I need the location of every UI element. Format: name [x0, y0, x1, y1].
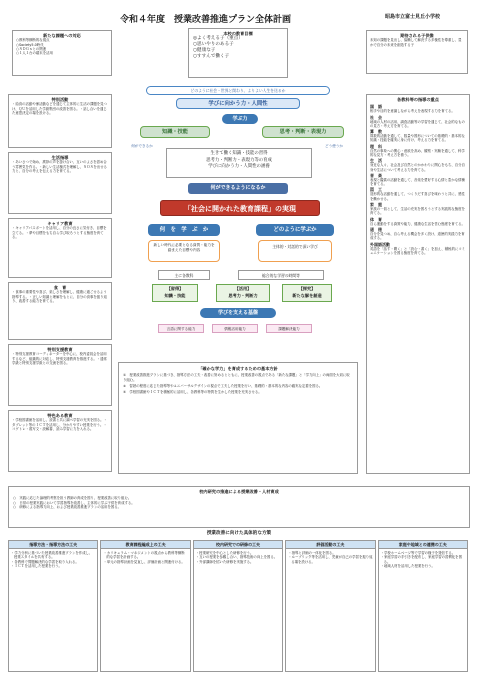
- new-issue-item: ○Society5.0時代: [16, 42, 44, 47]
- goal-item: ○健康な子: [193, 48, 216, 54]
- how-learn-label: どのように学ぶか: [256, 224, 334, 236]
- subject-item: [370, 202, 466, 216]
- strategy-item: ・ルーブリック等を活用し、児童が自己の学習を振り返る場を設ける。: [288, 555, 373, 564]
- subject-item: [370, 158, 466, 172]
- food-box: [8, 282, 112, 340]
- purpose-line: 思考力・判断力・表現力等の育成: [206, 157, 272, 163]
- subject-name: 外国語活動: [370, 241, 390, 247]
- step-explore: [282, 284, 332, 302]
- how-use-label: どう使うか: [325, 144, 343, 148]
- knowledge-label: 知識・技能: [140, 126, 210, 138]
- subject-name: 体 育: [370, 216, 382, 222]
- features-text: ・学校図書館を活用し、読書と共に調べ学習の充実を図る。・タブレット等のＩＣＴを活用し、分かりやすい授業を行う。・コグトレ・視写文・読解書、読み学習に力を入れる。: [12, 418, 107, 431]
- page-title: 令和４年度 授業改善推進プラン全体計画: [120, 15, 292, 25]
- strategy-column: [285, 540, 375, 672]
- subject-text: 表現と鑑賞の活動を通して、音楽を愛好する心情と豊かな情操を育てる。: [370, 177, 465, 187]
- food-text: ・食事の重要性や喜び、楽しさを理解し、健康に過ごせるよう指導する。・正しい知識と理解をもとに、自分の食事を振り返り、改善する能力を育てる。: [12, 290, 107, 303]
- subject-item: [370, 115, 466, 129]
- active-learning-text: 主体的・対話的で深い学び: [258, 240, 332, 262]
- goal-title: 本校の教育目標: [223, 31, 253, 36]
- strategy-item: ・指導と評価の一体化を図る。: [288, 551, 336, 555]
- subject-item: [370, 104, 466, 113]
- subject-text: 相手や目的を意識しながら考えを表現する力を育てる。: [370, 109, 455, 114]
- subject-text: 地域の人材の活用、調査活動等の学習を通じて、社会的なものの見方・考え方を育てる。: [370, 119, 465, 128]
- goal-item: ○思いやりのある子: [193, 42, 234, 48]
- support-item: 情報活用能力: [212, 324, 258, 333]
- features-title: 特色ある教育: [47, 413, 73, 418]
- new-issue-item: ○教科等横断的な視点: [16, 38, 50, 43]
- support-label: 学びを支える基盤: [200, 308, 276, 318]
- step-head: 【探究】: [298, 286, 316, 291]
- support-item: 課題解決能力: [266, 324, 312, 333]
- new-issue-item: ○１人１台の端末を活用: [16, 51, 53, 56]
- subject-name: 理 科: [370, 143, 382, 149]
- purpose-line: 学びに向かう力・人間性の涵養: [208, 164, 270, 169]
- special-activity-box: [8, 94, 112, 148]
- new-issues-box: [12, 30, 112, 76]
- subject-item: [370, 187, 466, 201]
- power-label: 学びに向かう力・人間性: [176, 98, 300, 109]
- strategy-column-title: 家庭や地域との連携の工夫: [379, 541, 467, 549]
- what-learn-label: 何 を 学 ぶ か: [148, 224, 220, 236]
- columns-title: 授業改善に向けた具体的な方策: [206, 531, 272, 536]
- strategy-column-title: 教育課程編成上の工夫: [101, 541, 189, 549]
- step-use: [216, 284, 270, 302]
- school-research-item: ○ 研修による指導力向上、および授業改善推進プランの活用を図る。: [13, 504, 122, 509]
- strategy-item: ・学校ホームページ等で学習の様子を発信する。: [380, 551, 456, 555]
- features-box: [8, 410, 112, 472]
- subject-text: 造形的な活動を通して、つくりだす喜びを味わうと共に、感性を働かせる。: [370, 192, 465, 201]
- subject-text: 自分を見つめ、自ら考える機会を多く設け、道徳的実践力を育成する。: [370, 231, 465, 241]
- goal-item: ○すすんで働く子: [193, 54, 230, 60]
- strategy-item: ・単元の指導計画を見直し、評価計画と関連付ける。: [103, 559, 185, 564]
- policy-title: 「確かな学力」を育成するための基本方針: [198, 366, 278, 371]
- center-diagram: [118, 84, 358, 364]
- subject-name: 社 会: [370, 114, 382, 120]
- strategy-item: ・地域人材を活用した授業を行う。: [380, 564, 435, 569]
- main-banner: 「社会に開かれた教育課程」の実現: [160, 200, 320, 216]
- subject-name: 国 語: [370, 104, 382, 110]
- manabu-label: 学ぶ力: [222, 114, 258, 124]
- subject-item: [370, 242, 466, 256]
- goal-item: ◎よく考える子（重点）: [193, 36, 243, 42]
- subjects-title: 各教科等の指導の重点: [397, 97, 439, 102]
- food-title: 食 育: [53, 285, 67, 290]
- strategy-column-title: 指導方法・指導方法の工夫: [9, 541, 97, 549]
- strategy-item: ・外部講師を招いた研修を実施する。: [195, 559, 254, 564]
- school-research-item: ○ 日常の授業実践において学習指導を改善し、主体的に学ぶ子供を育成する。: [13, 500, 135, 505]
- strategy-column: [378, 540, 468, 672]
- purpose-line: 生きて働く知識・技能の習得: [210, 151, 268, 156]
- special-activity-text: ・給食の活動や係活動などを通じて主体的に生活の課題を見つけ、ＱＵを活用した学級集団の改善を図る。・話し合いを通じた意思決定の場を設ける。: [12, 102, 107, 115]
- strategy-item: ・各教科で問題解決的な学習を取り入れる。: [11, 559, 79, 564]
- ideal-title: 期待される子供像: [400, 33, 434, 38]
- policy-item: ② 習熟の程度に応じた指導等やユニバーサルデザインの視点で工夫した授業を行い、基礎的・基本的な内容の確実な定着を図る。: [123, 383, 323, 388]
- subject-text: 自然の事象への関心・意欲を高め、観察・実験を通して、科学的な見方・考え方を養う。: [370, 148, 465, 157]
- step-sub: 知識・技能: [164, 293, 186, 298]
- subject-name: 音 楽: [370, 172, 382, 178]
- strategy-item: ・授業研究を中心とした研修を行う。: [195, 551, 254, 555]
- school-research-item: ○ 実践に応じた論理的考察を担う教師の育成を図り、授業改善に取り組む。: [13, 496, 132, 501]
- connect-label: どのように社会・世界と関わり、よりよい人生を送るか: [146, 86, 330, 95]
- ideal-box: [366, 30, 468, 74]
- thinking-label: 思考・判断・表現力: [262, 126, 344, 138]
- can-do-banner: 何ができるようになるか: [188, 183, 288, 194]
- subject-name: 道 徳: [370, 226, 382, 232]
- step-sub: 新たな解を創造: [292, 293, 322, 298]
- life-guidance-text: ・あいさつで始め、挨拶の声を掛け合い、互いのよさを認め合う雰囲気を作る。・新しい生活様式を理解し、ＳＯＳを出せる力と、自分の考えを伝える力を育てる。: [12, 160, 107, 173]
- subject-item: [370, 144, 466, 158]
- subject-name: 生 活: [370, 158, 382, 164]
- subject-name: 算 数: [370, 129, 382, 135]
- purpose-box: [166, 148, 312, 178]
- strategy-column: [8, 540, 98, 672]
- strategy-item: ・ＩＣＴを活用した授業を行う。: [11, 564, 62, 569]
- career-text: ・キャリアパスポートを活用し、自分の良さに気付き、目標を立てる。・夢や目標をもち自ら学び取ろうとする態度を育てる。: [12, 226, 107, 239]
- subject-text: 家族の一員として、生活の充実を図ろうとする実践的な態度を育てる。: [370, 207, 465, 216]
- special-support-title: 特別支援教育: [47, 347, 73, 352]
- subject-text: 算数的活動を通して、数量や図形についての基礎的・基本的な知識・技能を確実に身に付け、考える力を育てる。: [370, 134, 465, 143]
- subject-text: 自ら運動をする資質や能力、健康な生活を営む態度を育てる。: [370, 221, 465, 226]
- school-research-box: [8, 486, 470, 528]
- strategy-column: [100, 540, 190, 672]
- goal-box: [188, 28, 288, 78]
- subject-item: [370, 173, 466, 187]
- strategy-column: [193, 540, 283, 672]
- step-head: 【習得】: [166, 286, 184, 291]
- subject-item: [370, 129, 466, 143]
- step-learn: [152, 284, 198, 302]
- subject-item: [370, 227, 466, 241]
- new-issue-item: ○ＳＤＧｓとの関連: [16, 46, 47, 51]
- new-subjects-text: 新しい時代に必要となる資質・能力を踏まえた目標や内容: [148, 240, 220, 262]
- policy-item: ① 授業改善推進プランに基づき、指導方法の工夫・改善に努めるとともに、授業改善の視点である「新たな課題」と「学力向上」の両面を大切に取り組む。: [123, 373, 350, 382]
- subject-item: [370, 217, 466, 226]
- ideal-text: 未知の課題を見出し、協働して解決する多様性を尊重し、豊かで自分の未来を創造する子: [370, 38, 462, 47]
- career-title: キャリア教育: [47, 221, 73, 226]
- strategy-item: ・家庭学習の手引きを配布し、家庭学習の習慣化を図る。: [380, 555, 462, 564]
- subject-label: 主に各教科: [158, 270, 210, 280]
- life-guidance-box: [8, 152, 112, 214]
- life-guidance-title: 生活指導: [51, 155, 69, 160]
- subjects-box: [366, 94, 470, 474]
- policy-item: ③ 学校図書館やＩＣＴを積極的に活用し、各教科等の特質を生かした授業を充実させる。: [123, 390, 262, 395]
- special-activity-title: 特別活動: [51, 97, 69, 102]
- strategy-item: ・カリキュラム・マネジメントの視点から教科等横断的な学習を計画する。: [103, 551, 185, 560]
- new-issues-title: 新たな課題への対応: [43, 33, 81, 38]
- step-head: 【活用】: [234, 286, 252, 291]
- subject-text: 身近な人々、社会及び自然とのかかわりに関心をもち、自分自身や生活について考える力を育てる。: [370, 163, 465, 172]
- step-sub: 思考力・判断力: [228, 293, 258, 298]
- support-item: 言語に関する能力: [158, 324, 204, 333]
- strategy-item: ・互いの授業を参観し合い、指導技術の向上を図る。: [195, 555, 278, 560]
- subject-text: 英語を「話す・聞く」と「読む・書く」を加え、積極的にコミュニケーションを図る態度を育てる。: [370, 246, 466, 255]
- school-name: 昭島市立富士見丘小学校: [384, 14, 440, 20]
- subjects-list: [370, 104, 466, 255]
- career-box: [8, 218, 112, 278]
- subject-name: 家 庭: [370, 202, 382, 208]
- subject-name: 図 工: [370, 187, 382, 193]
- strategy-column-title: 校内研究での研修の工夫: [194, 541, 282, 549]
- what-know-label: 何ができるか: [131, 144, 153, 148]
- policy-box: [118, 362, 358, 474]
- strategy-column-title: 評価活動の工夫: [286, 541, 374, 549]
- special-support-text: ・特別支援教育コーディネーターを中心に、校内委員会を活用するなど、組織的に対応し、特別支援教育を推進する。・通常学級と特別支援学級との交流を図る。: [12, 352, 107, 365]
- special-support-box: [8, 344, 112, 406]
- strategy-item: ・学力分析に基づいた授業改善推進プランを作成し、授業スタイルを共有する。: [11, 551, 93, 560]
- school-research-title: 校内研究の推進による授業改善・人材育成: [199, 489, 279, 494]
- period-label: 総合的な学習の時間等: [238, 270, 324, 280]
